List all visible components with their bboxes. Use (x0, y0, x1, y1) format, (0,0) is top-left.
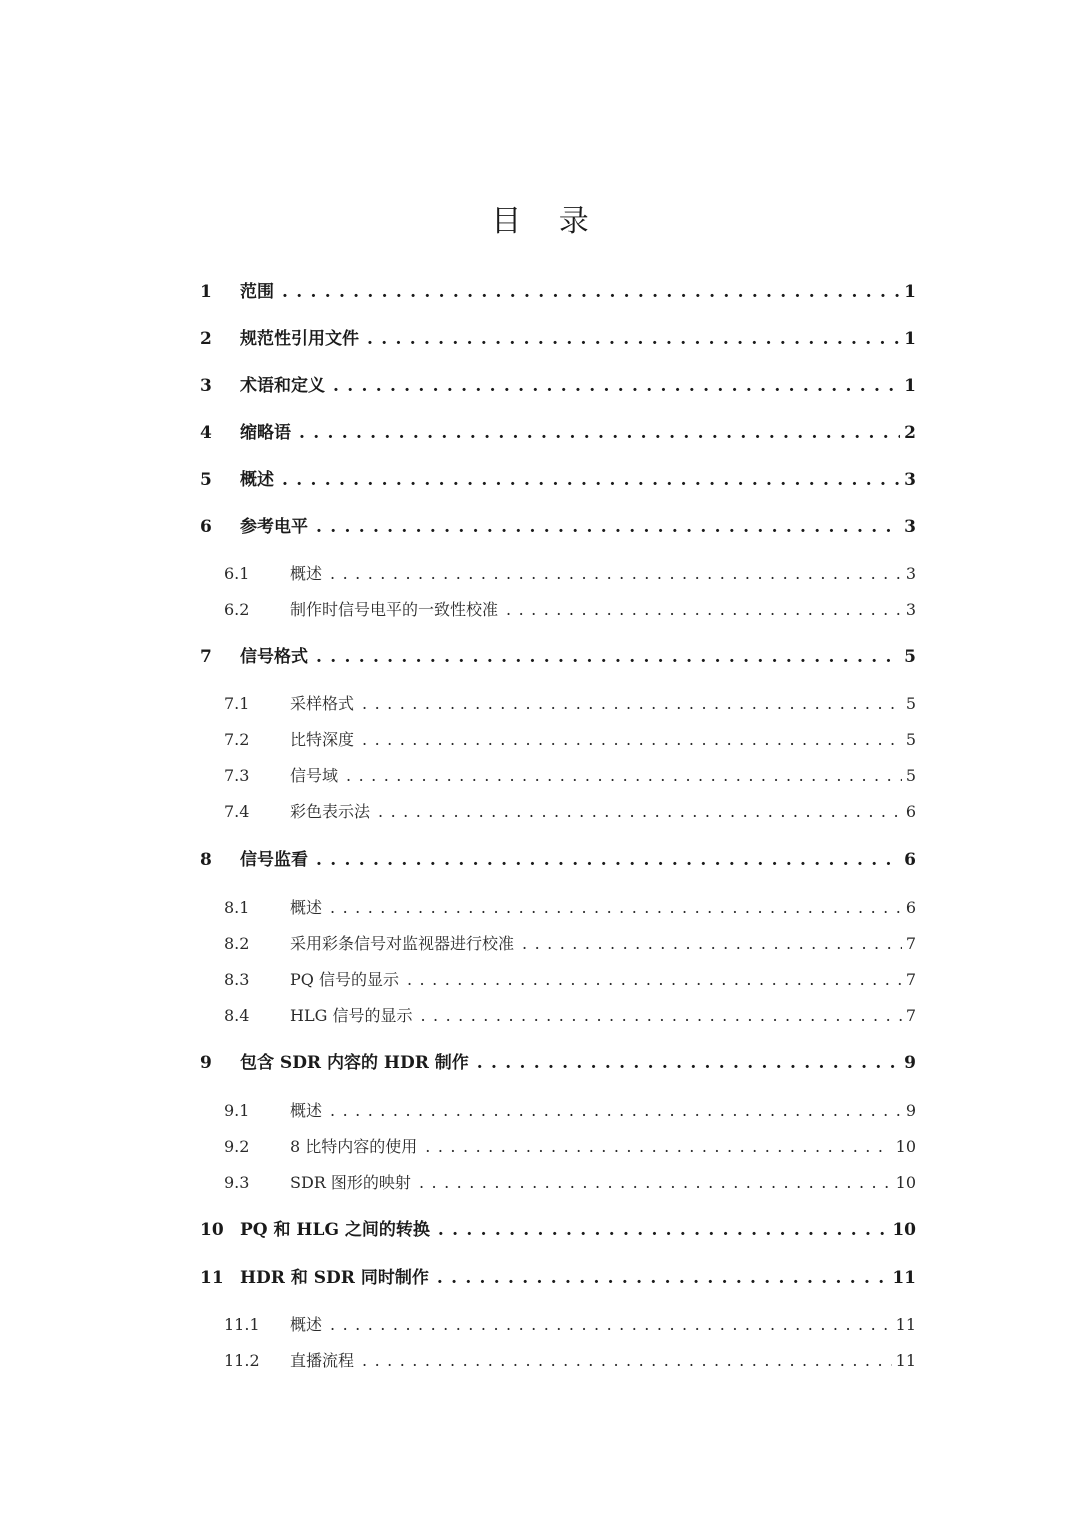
toc-dot-leader (477, 1051, 900, 1075)
toc-entry-number: 6.2 (224, 600, 250, 619)
toc-dot-leader (425, 1135, 891, 1159)
toc-dot-leader (522, 932, 902, 956)
toc-entry-number: 7.1 (224, 694, 250, 713)
toc-entry-label: 8 比特内容的使用 (290, 1137, 418, 1156)
toc-entry-number: 4 (200, 423, 212, 443)
toc-entry-label: 制作时信号电平的一致性校准 (290, 600, 499, 619)
toc-entry[interactable] (200, 1349, 916, 1373)
toc-dot-leader (407, 968, 902, 992)
toc-entry-page-number: 3 (905, 564, 916, 583)
toc-entry-page-number: 6 (905, 802, 916, 821)
toc-entry[interactable] (200, 896, 916, 920)
toc-entry[interactable] (200, 421, 916, 445)
toc-entry-number: 8.4 (224, 1006, 250, 1025)
toc-entry-page-number: 1 (904, 329, 916, 349)
toc-dot-leader (506, 598, 902, 622)
toc-entry-number: 7 (200, 647, 212, 667)
toc-entry-page-number: 6 (905, 898, 916, 917)
toc-entry-label: 采样格式 (290, 694, 355, 713)
toc-entry-page-number: 9 (905, 1101, 916, 1120)
toc-entry-number: 11.1 (224, 1315, 260, 1334)
toc-entry-label: 直播流程 (290, 1351, 355, 1370)
page-title: 目 录 (491, 204, 603, 239)
toc-dot-leader (299, 421, 900, 445)
toc-entry[interactable] (200, 598, 916, 622)
toc-dot-leader (362, 1349, 892, 1373)
toc-entry-label: HDR 和 SDR 同时制作 (240, 1268, 429, 1288)
toc-dot-leader (316, 645, 900, 669)
toc-dot-leader (419, 1171, 892, 1195)
toc-entry[interactable] (200, 1004, 916, 1028)
toc-entry[interactable] (200, 1171, 916, 1195)
toc-entry-number: 8.3 (224, 970, 250, 989)
toc-entry[interactable] (200, 968, 916, 992)
toc-entry-label: 术语和定义 (240, 376, 325, 396)
toc-entry-number: 9.3 (224, 1173, 250, 1192)
toc-entry-number: 11 (200, 1268, 224, 1288)
toc-entry-number: 5 (200, 470, 212, 490)
toc-entry-label: PQ 和 HLG 之间的转换 (240, 1220, 430, 1240)
toc-dot-leader (420, 1004, 901, 1028)
toc-entry-page-number: 5 (905, 766, 916, 785)
toc-entry-page-number: 11 (895, 1351, 916, 1370)
toc-entry[interactable] (200, 932, 916, 956)
toc-entry-page-number: 5 (905, 694, 916, 713)
toc-entry[interactable] (200, 515, 916, 539)
toc-entry-label: 信号格式 (240, 647, 308, 667)
toc-entry-label: 规范性引用文件 (240, 329, 359, 349)
toc-entry-page-number: 1 (904, 282, 916, 302)
toc-entry-number: 7.4 (224, 802, 250, 821)
toc-entry-page-number: 10 (895, 1173, 916, 1192)
toc-entry-number: 8.1 (224, 898, 250, 917)
toc-dot-leader (316, 515, 900, 539)
toc-dot-leader (330, 1313, 892, 1337)
toc-entry-number: 9.1 (224, 1101, 250, 1120)
toc-entry-number: 9.2 (224, 1137, 250, 1156)
toc-entry-label: 概述 (290, 564, 323, 583)
toc-entry[interactable] (200, 1313, 916, 1337)
toc-entry-number: 6 (200, 517, 212, 537)
toc-entry[interactable] (200, 1051, 916, 1075)
toc-entry-page-number: 11 (892, 1268, 916, 1288)
toc-entry-label: 信号域 (290, 766, 339, 785)
toc-dot-leader (316, 848, 900, 872)
toc-entry[interactable] (200, 1099, 916, 1123)
toc-entry-page-number: 7 (905, 934, 916, 953)
toc-entry[interactable] (200, 327, 916, 351)
toc-entry-label: PQ 信号的显示 (290, 970, 399, 989)
toc-entry[interactable] (200, 692, 916, 716)
toc-entry[interactable] (200, 1266, 916, 1290)
toc-dot-leader (333, 374, 900, 398)
toc-entry[interactable] (200, 1218, 916, 1242)
toc-entry-label: 比特深度 (290, 730, 355, 749)
toc-entry-page-number: 9 (904, 1053, 916, 1073)
toc-entry-label: 缩略语 (240, 423, 291, 443)
toc-entry-number: 10 (200, 1220, 224, 1240)
toc-entry-page-number: 10 (892, 1220, 916, 1240)
toc-entry[interactable] (200, 728, 916, 752)
toc-entry[interactable] (200, 1135, 916, 1159)
toc-entry-number: 9 (200, 1053, 212, 1073)
toc-entry[interactable] (200, 468, 916, 492)
toc-dot-leader (346, 764, 902, 788)
toc-entry[interactable] (200, 280, 916, 304)
toc-dot-leader (438, 1218, 888, 1242)
toc-entry-page-number: 6 (904, 850, 916, 870)
toc-entry-label: 信号监看 (240, 850, 308, 870)
toc-entry-label: HLG 信号的显示 (290, 1006, 413, 1025)
toc-entry[interactable] (200, 764, 916, 788)
toc-entry-number: 6.1 (224, 564, 250, 583)
toc-dot-leader (282, 280, 900, 304)
toc-entry[interactable] (200, 848, 916, 872)
toc-entry[interactable] (200, 562, 916, 586)
toc-entry-number: 8.2 (224, 934, 250, 953)
toc-entry-page-number: 11 (895, 1315, 916, 1334)
toc-dot-leader (362, 728, 902, 752)
toc-entry-number: 7.3 (224, 766, 250, 785)
toc-entry-label: 包含 SDR 内容的 HDR 制作 (240, 1053, 469, 1073)
toc-entry-number: 2 (200, 329, 212, 349)
toc-entry-label: 范围 (240, 282, 274, 302)
toc-entry[interactable] (200, 374, 916, 398)
toc-entry-label: 概述 (290, 898, 323, 917)
toc-entry-label: 概述 (290, 1315, 323, 1334)
toc-entry-page-number: 5 (905, 730, 916, 749)
toc-entry-page-number: 3 (905, 600, 916, 619)
toc-entry-number: 7.2 (224, 730, 250, 749)
toc-dot-leader (330, 896, 902, 920)
toc-entry-label: 概述 (290, 1101, 323, 1120)
toc-entry-label: 采用彩条信号对监视器进行校准 (290, 934, 515, 953)
toc-entry-label: 参考电平 (240, 517, 308, 537)
toc-dot-leader (282, 468, 900, 492)
toc-entry-number: 1 (200, 282, 212, 302)
toc-entry-page-number: 2 (904, 423, 916, 443)
toc-entry-page-number: 10 (895, 1137, 916, 1156)
toc-entry-page-number: 7 (905, 1006, 916, 1025)
toc-entry-page-number: 5 (904, 647, 916, 667)
toc-entry-page-number: 1 (904, 376, 916, 396)
toc-entry-number: 8 (200, 850, 212, 870)
toc-entry[interactable] (200, 645, 916, 669)
toc-dot-leader (362, 692, 902, 716)
toc-dot-leader (378, 800, 902, 824)
toc-dot-leader (330, 1099, 902, 1123)
toc-entry[interactable] (200, 800, 916, 824)
toc-dot-leader (330, 562, 902, 586)
toc-entry-label: 概述 (240, 470, 274, 490)
toc-dot-leader (437, 1266, 888, 1290)
toc-entry-page-number: 3 (904, 517, 916, 537)
toc-entry-number: 11.2 (224, 1351, 260, 1370)
toc-dot-leader (367, 327, 900, 351)
toc-entry-number: 3 (200, 376, 212, 396)
toc-entry-page-number: 7 (905, 970, 916, 989)
toc-entry-page-number: 3 (904, 470, 916, 490)
toc-entry-label: 彩色表示法 (290, 802, 371, 821)
toc-entry-label: SDR 图形的映射 (290, 1173, 411, 1192)
